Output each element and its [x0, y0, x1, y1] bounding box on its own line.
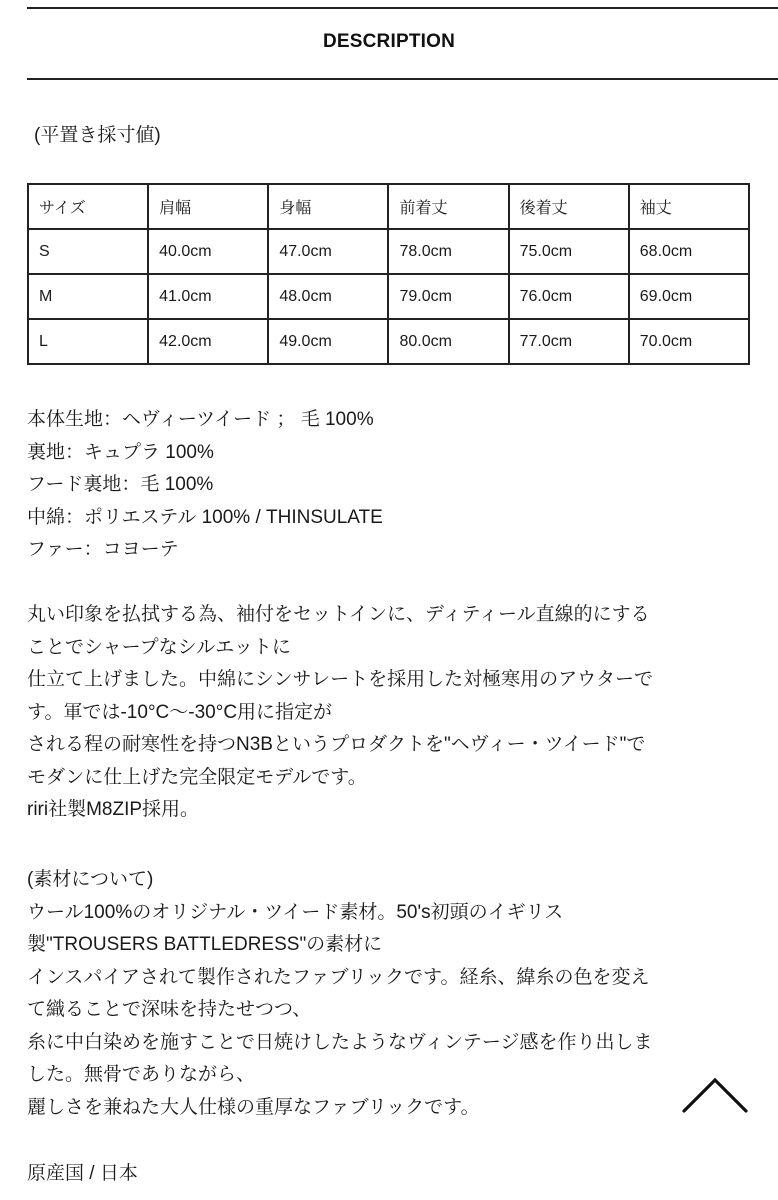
size-table: [27, 183, 750, 365]
country-of-origin: 原産国 / 日本: [27, 1163, 138, 1184]
column-header: 肩幅: [148, 184, 268, 229]
fabric-line: ウール100%のオリジナル・ツイード素材。50's初頭のイギリス: [27, 901, 564, 923]
table-cell: 48.0cm: [268, 274, 388, 319]
fabric-line: 糸に中白染めを施すことで日焼けしたようなヴィンテージ感を作り出しま: [27, 1031, 653, 1053]
table-row: [28, 229, 749, 274]
table-cell: L: [28, 319, 148, 364]
scroll-to-top-button[interactable]: [680, 1075, 750, 1120]
table-row: [28, 319, 749, 364]
table-cell: 49.0cm: [268, 319, 388, 364]
table-cell: 78.0cm: [388, 229, 508, 274]
chevron-up-icon: [680, 1075, 750, 1120]
material-line: 本体生地：ヘヴィーツイード ； 毛 100%: [27, 409, 374, 430]
fabric-line: した。無骨でありながら、: [27, 1064, 256, 1085]
table-cell: 47.0cm: [268, 229, 388, 274]
table-cell: 40.0cm: [148, 229, 268, 274]
column-header: 前着丈: [388, 184, 508, 229]
product-description: [27, 599, 653, 827]
fabric-line: 麗しさを兼ねた大人仕様の重厚なファブリックです。: [27, 1096, 480, 1118]
measurements-caption: (平置き採寸値): [34, 125, 161, 146]
material-line: 裏地：キュプラ 100%: [27, 441, 214, 463]
table-row: [28, 274, 749, 319]
table-cell: 68.0cm: [629, 229, 749, 274]
column-header: 袖丈: [629, 184, 749, 229]
table-cell: M: [28, 274, 148, 319]
fabric-line: 製"TROUSERS BATTLEDRESS"の素材に: [27, 934, 383, 955]
table-header-row: [28, 184, 749, 229]
fabric-line: て織ることで深味を持たせつつ、: [27, 999, 312, 1020]
description-line: riri社製M8ZIP採用。: [27, 799, 200, 820]
description-line: 丸い印象を払拭する為、袖付をセットインに、ディティール直線的にする: [27, 604, 650, 625]
table-cell: 80.0cm: [388, 319, 508, 364]
table-cell: 41.0cm: [148, 274, 268, 319]
column-header: サイズ: [28, 184, 148, 229]
column-header: 後着丈: [509, 184, 629, 229]
materials-list: [27, 404, 383, 567]
table-cell: 70.0cm: [629, 319, 749, 364]
top-divider: [27, 7, 778, 9]
material-line: ファー：コヨーテ: [27, 539, 179, 560]
table-cell: 77.0cm: [509, 319, 629, 364]
section-title: DESCRIPTION: [322, 31, 456, 52]
fabric-line: インスパイアされて製作されたファブリックです。経糸、緯糸の色を変え: [27, 966, 650, 988]
table-cell: S: [28, 229, 148, 274]
table-cell: 42.0cm: [148, 319, 268, 364]
table-cell: 79.0cm: [388, 274, 508, 319]
column-header: 身幅: [268, 184, 388, 229]
material-line: 中綿：ポリエステル 100% / THINSULATE: [27, 506, 383, 528]
table-cell: 75.0cm: [509, 229, 629, 274]
description-line: される程の耐寒性を持つN3Bというプロダクトを"ヘヴィー・ツイード"で: [27, 734, 646, 755]
table-cell: 76.0cm: [509, 274, 629, 319]
description-line: ことでシャープなシルエットに: [27, 636, 291, 658]
title-divider: [27, 78, 778, 80]
material-line: フード裏地：毛 100%: [27, 474, 214, 495]
table-cell: 69.0cm: [629, 274, 749, 319]
fabric-description: [27, 864, 652, 1124]
fabric-line: (素材について): [27, 869, 154, 890]
description-line: モダンに仕上げた完全限定モデルです。: [27, 766, 367, 788]
description-line: す。軍では-10°C〜-30°C用に指定が: [27, 701, 333, 723]
description-line: 仕立て上げました。中綿にシンサレートを採用した対極寒用のアウターで: [27, 669, 653, 690]
